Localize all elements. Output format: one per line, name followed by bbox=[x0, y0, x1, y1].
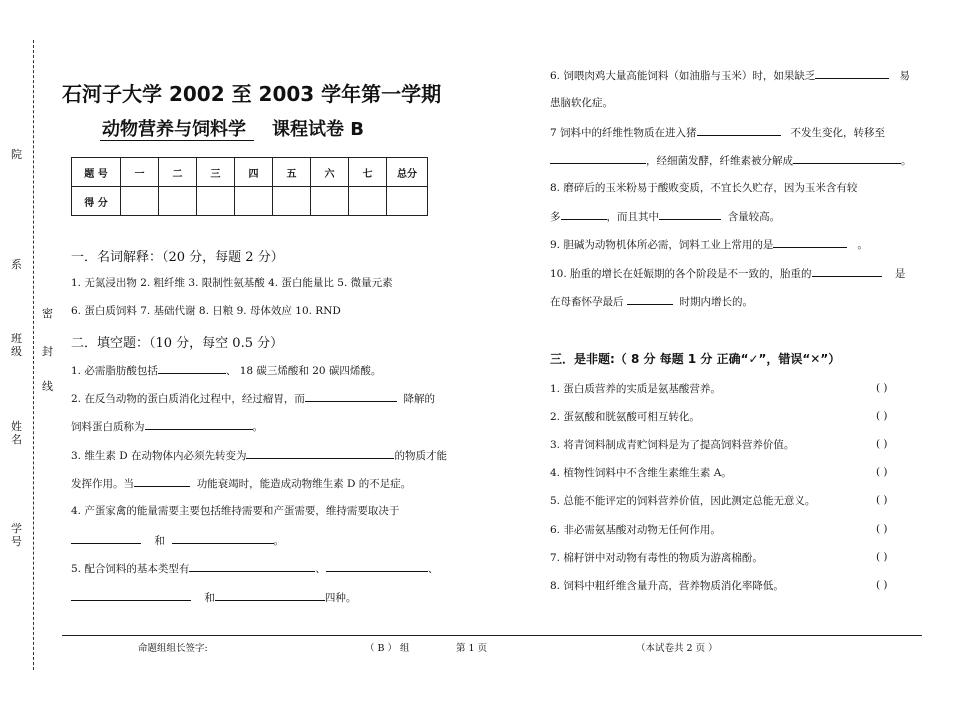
answer-blank[interactable] bbox=[71, 533, 141, 544]
answer-blank[interactable] bbox=[550, 153, 646, 164]
exam-subtitle bbox=[100, 115, 364, 141]
seal-label-mi: 密 bbox=[42, 307, 53, 320]
score-header-cell: 总分 bbox=[387, 158, 428, 187]
answer-paren[interactable]: ( ) bbox=[876, 382, 888, 394]
fill-question-1: 1. 必需脂肪酸包括 、 18 碳三烯酸和 20 碳四烯酸。 bbox=[71, 365, 382, 377]
margin-label-xuehao: 学号 bbox=[11, 522, 22, 548]
fill-question-5: 5. 配合饲料的基本类型有 、 、 bbox=[71, 563, 439, 575]
section3-heading: 三．是非题:（ 8 分 每题 1 分 正确“✓”，错误“✕”） bbox=[550, 352, 841, 366]
seal-label-xian: 线 bbox=[42, 380, 53, 393]
footer-page-number: 第 1 页 bbox=[456, 643, 488, 654]
answer-blank[interactable] bbox=[145, 419, 253, 430]
answer-blank[interactable] bbox=[215, 590, 325, 601]
score-cell[interactable] bbox=[273, 187, 311, 216]
answer-paren[interactable]: ( ) bbox=[876, 494, 888, 506]
true-false-item: 2. 蛋氨酸和胱氨酸可相互转化。 bbox=[550, 411, 700, 423]
answer-blank[interactable] bbox=[158, 363, 226, 374]
section1-terms-line2: 6. 蛋白质饲料 7. 基础代谢 8. 日粮 9. 母体效应 10. RND bbox=[71, 305, 341, 317]
answer-blank[interactable] bbox=[71, 590, 191, 601]
section2-heading: 二．填空题：（10 分，每空 0.5 分） bbox=[71, 336, 284, 351]
answer-paren[interactable]: ( ) bbox=[876, 466, 888, 478]
answer-blank[interactable] bbox=[134, 476, 190, 487]
answer-blank[interactable] bbox=[815, 68, 889, 79]
answer-blank[interactable] bbox=[627, 294, 673, 305]
true-false-item: 5. 总能不能评定的饲料营养价值，因此测定总能无意义。 bbox=[550, 495, 816, 507]
score-header-cell: 四 bbox=[235, 158, 273, 187]
fill-question-7-cont: ，经细菌发酵，纤维素被分解成 。 bbox=[550, 153, 912, 168]
score-cell[interactable] bbox=[159, 187, 197, 216]
score-cell[interactable] bbox=[197, 187, 235, 216]
answer-blank[interactable] bbox=[773, 237, 847, 248]
fill-question-9: 9. 胆碱为动物机体所必需，饲料工业上常用的是 。 bbox=[550, 239, 868, 251]
answer-blank[interactable] bbox=[697, 125, 781, 136]
score-table-score-row bbox=[72, 187, 428, 216]
margin-label-banji: 班级 bbox=[11, 332, 22, 358]
answer-blank[interactable] bbox=[793, 153, 901, 164]
fill-question-2-cont: 饲料蛋白质称为 。 bbox=[71, 421, 263, 433]
fill-question-2: 2. 在反刍动物的蛋白质消化过程中，经过瘤胃，而 降解的 bbox=[71, 393, 436, 405]
score-header-cell: 一 bbox=[121, 158, 159, 187]
fill-question-4-cont: 和 。 bbox=[71, 533, 284, 548]
fill-question-10-cont: 在母畜怀孕最后 时期内增长的。 bbox=[550, 296, 754, 308]
section1-heading: 一．名词解释：（20 分，每题 2 分） bbox=[71, 250, 284, 265]
exam-paper-label: 课程试卷 B bbox=[272, 119, 364, 140]
score-header-cell: 题 号 bbox=[72, 158, 121, 187]
answer-blank[interactable] bbox=[189, 561, 315, 572]
answer-blank[interactable] bbox=[305, 391, 397, 402]
answer-paren[interactable]: ( ) bbox=[876, 438, 888, 450]
true-false-item: 8. 饲料中粗纤维含量升高，营养物质消化率降低。 bbox=[550, 580, 784, 592]
fill-question-8: 8. 磨碎后的玉米粉易于酸败变质，不宜长久贮存，因为玉米含有较 bbox=[550, 182, 858, 194]
answer-blank[interactable] bbox=[326, 561, 428, 572]
score-header-cell: 五 bbox=[273, 158, 311, 187]
footer-signature-label: 命题组组长签字: bbox=[138, 643, 208, 654]
fill-question-7: 7 饲料中的纤维性物质在进入猪 不发生变化，转移至 bbox=[550, 127, 886, 139]
footer-total-pages: （本试卷共 2 页 ） bbox=[636, 643, 718, 654]
answer-blank[interactable] bbox=[172, 533, 274, 544]
score-header-cell: 六 bbox=[311, 158, 349, 187]
score-row-label: 得 分 bbox=[72, 187, 121, 216]
answer-blank[interactable] bbox=[561, 209, 607, 220]
score-cell[interactable] bbox=[349, 187, 387, 216]
margin-label-yuan: 院 bbox=[11, 148, 22, 161]
margin-label-xi: 系 bbox=[11, 258, 22, 271]
fill-question-10: 10. 胎重的增长在妊娠期的各个阶段是不一致的，胎重的 是 bbox=[550, 268, 906, 280]
course-name: 动物营养与饲料学 bbox=[100, 119, 254, 141]
footer-rule bbox=[62, 635, 922, 636]
answer-paren[interactable]: ( ) bbox=[876, 523, 888, 535]
true-false-item: 6. 非必需氨基酸对动物无任何作用。 bbox=[550, 524, 721, 536]
seal-label-feng: 封 bbox=[42, 345, 53, 358]
score-table bbox=[71, 157, 428, 216]
true-false-item: 1. 蛋白质营养的实质是氨基酸营养。 bbox=[550, 383, 721, 395]
fill-question-3: 3. 维生素 D 在动物体内必须先转变为 的物质才能 bbox=[71, 450, 447, 462]
fill-question-4: 4. 产蛋家禽的能量需要主要包括维持需要和产蛋需要，维持需要取决于 bbox=[71, 505, 400, 517]
answer-blank[interactable] bbox=[659, 209, 721, 220]
score-cell[interactable] bbox=[235, 187, 273, 216]
true-false-item: 4. 植物性饲料中不含维生素维生素 A。 bbox=[550, 467, 732, 479]
answer-paren[interactable]: ( ) bbox=[876, 551, 888, 563]
score-table-header-row bbox=[72, 158, 428, 187]
score-cell[interactable] bbox=[121, 187, 159, 216]
score-header-cell: 七 bbox=[349, 158, 387, 187]
true-false-item: 7. 棉籽饼中对动物有毒性的物质为游离棉酚。 bbox=[550, 552, 763, 564]
margin-label-xingming: 姓名 bbox=[11, 420, 22, 446]
true-false-item: 3. 将青饲料制成青贮饲料是为了提高饲料营养价值。 bbox=[550, 439, 795, 451]
exam-title: 石河子大学 2002 至 2003 学年第一学期 bbox=[62, 82, 442, 106]
score-header-cell: 二 bbox=[159, 158, 197, 187]
section1-terms-line1: 1. 无氮浸出物 2. 粗纤维 3. 限制性氨基酸 4. 蛋白能量比 5. 微量元素 bbox=[71, 277, 393, 289]
fill-question-6: 6. 饲喂肉鸡大量高能饲料（如油脂与玉米）时，如果缺乏 易 bbox=[550, 70, 910, 82]
footer-group: （ B ） 组 bbox=[365, 643, 410, 654]
fill-question-3-cont: 发挥作用。当 功能衰竭时，能造成动物维生素 D 的不足症。 bbox=[71, 478, 412, 490]
fill-question-8-cont: 多 ，而且其中 含量较高。 bbox=[550, 211, 781, 223]
score-cell[interactable] bbox=[387, 187, 428, 216]
answer-blank[interactable] bbox=[246, 448, 394, 459]
answer-paren[interactable]: ( ) bbox=[876, 410, 888, 422]
fill-question-5-cont: 和 四种。 bbox=[71, 590, 356, 605]
score-cell[interactable] bbox=[311, 187, 349, 216]
answer-blank[interactable] bbox=[812, 266, 882, 277]
fill-question-6-cont: 患脑软化症。 bbox=[550, 97, 613, 109]
binding-dashed-line bbox=[33, 40, 34, 670]
score-header-cell: 三 bbox=[197, 158, 235, 187]
answer-paren[interactable]: ( ) bbox=[876, 579, 888, 591]
